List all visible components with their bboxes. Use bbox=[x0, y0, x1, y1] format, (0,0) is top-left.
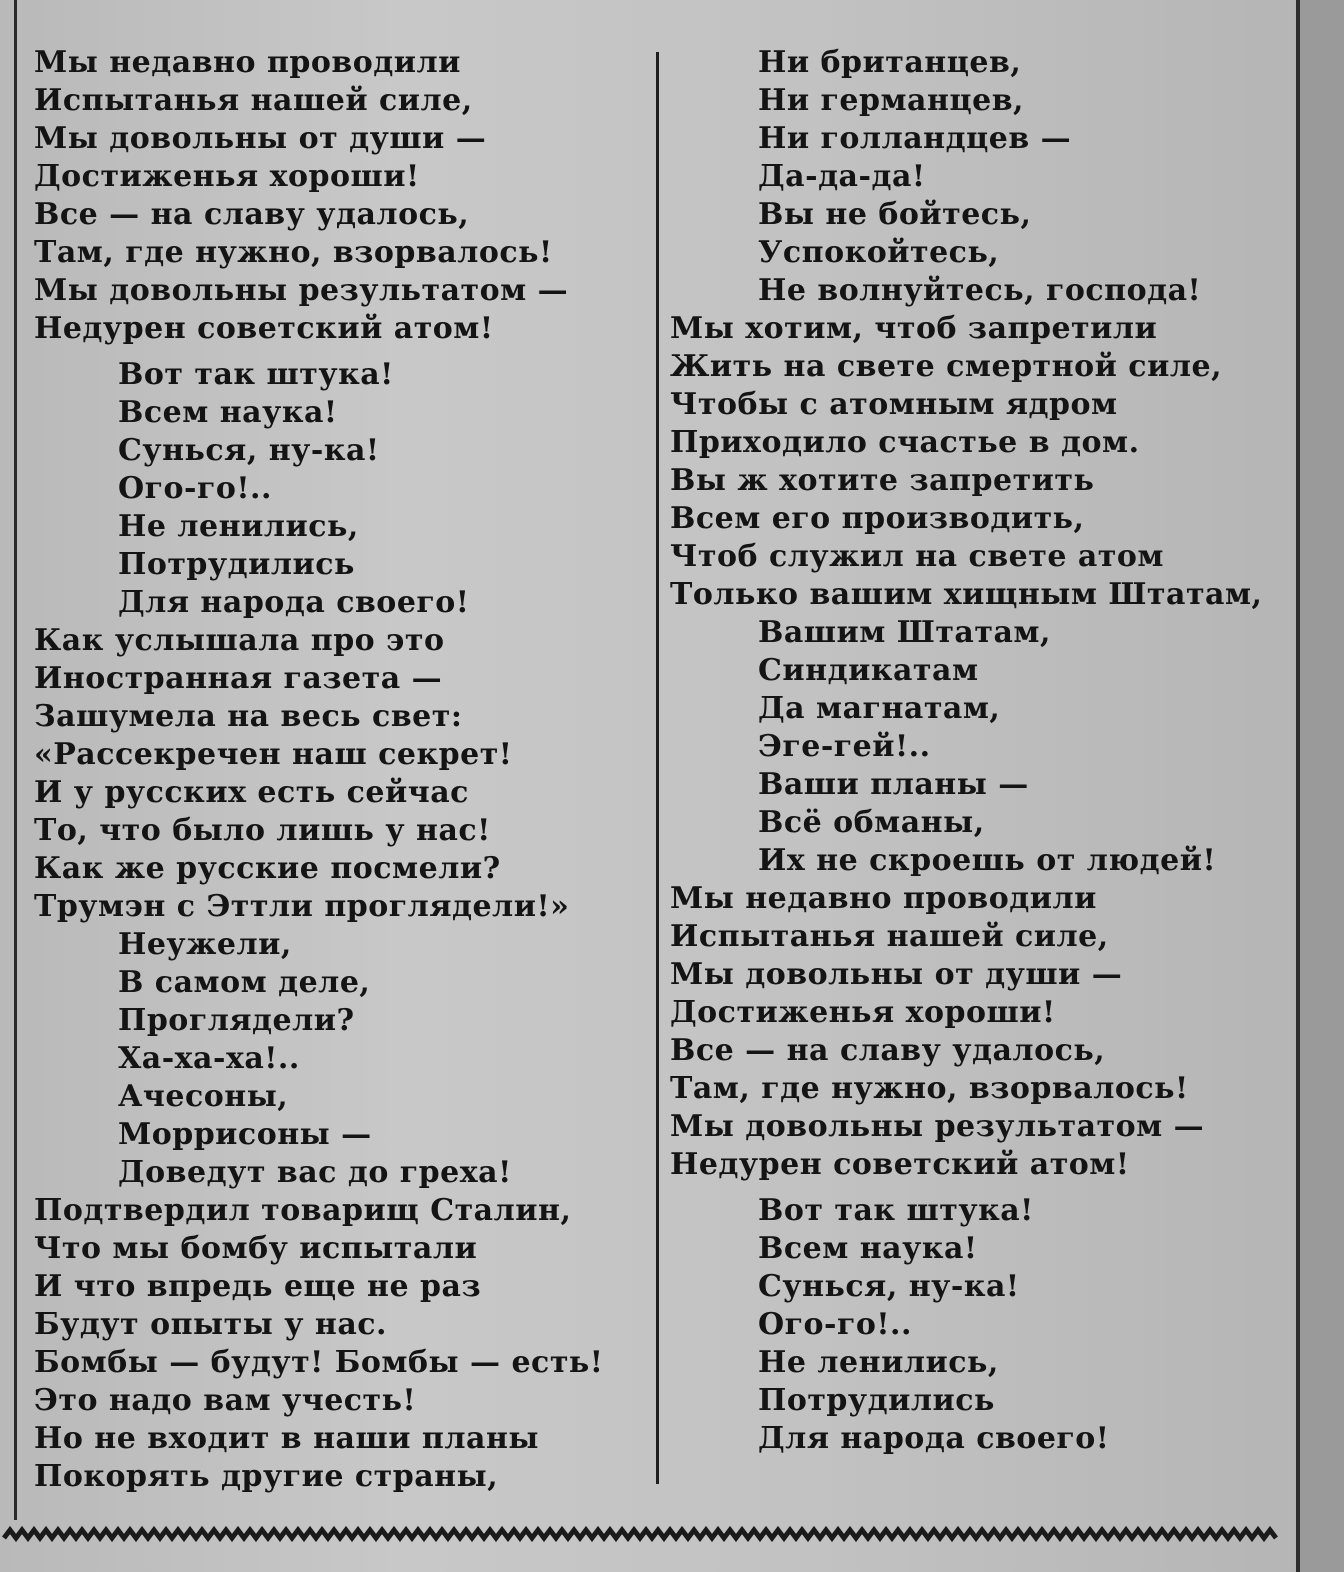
verse-line: Будут опыты у нас. bbox=[34, 1307, 387, 1342]
verse-line: Испытанья нашей силе, bbox=[34, 83, 473, 118]
verse-line: Доведут вас до греха! bbox=[118, 1155, 512, 1190]
verse-line: Все — на славу удалось, bbox=[34, 197, 470, 232]
verse-line: Всем его производить, bbox=[670, 501, 1085, 536]
verse-line: Приходило счастье в дом. bbox=[670, 425, 1140, 460]
verse-line: Иностранная газета — bbox=[34, 661, 443, 696]
stanza bbox=[670, 310, 1290, 614]
verse-line: Зашумела на весь свет: bbox=[34, 699, 463, 734]
verse-line: Их не скроешь от людей! bbox=[758, 843, 1217, 878]
verse-line: Только вашим хищным Штатам, bbox=[670, 577, 1263, 612]
verse-line: Мы хотим, чтоб запретили bbox=[670, 311, 1158, 346]
verse-line: Не ленились, bbox=[758, 1345, 999, 1380]
verse-line: Сунься, ну-ка! bbox=[758, 1269, 1020, 1304]
verse-line: Ого-го!.. bbox=[118, 471, 272, 506]
verse-line: Недурен советский атом! bbox=[670, 1147, 1130, 1182]
verse-line: Как услышала про это bbox=[34, 623, 445, 658]
verse-line: Проглядели? bbox=[118, 1003, 355, 1038]
verse-line: Там, где нужно, взорвалось! bbox=[670, 1071, 1189, 1106]
verse-line: Успокойтесь, bbox=[758, 235, 1000, 270]
verse-line: Но не входит в наши планы bbox=[34, 1421, 540, 1456]
verse-line: В самом деле, bbox=[118, 965, 371, 1000]
stanza bbox=[34, 1192, 644, 1496]
verse-line: Чтоб служил на свете атом bbox=[670, 539, 1164, 574]
verse-line: Мы довольны результатом — bbox=[34, 273, 569, 308]
verse-line: Потрудились bbox=[118, 547, 355, 582]
verse-line: Мы довольны результатом — bbox=[670, 1109, 1205, 1144]
column-divider bbox=[656, 52, 659, 1484]
verse-line: Мы довольны от души — bbox=[34, 121, 487, 156]
refrain bbox=[670, 1192, 1290, 1458]
verse-line: Там, где нужно, взорвалось! bbox=[34, 235, 553, 270]
verse-line: Испытанья нашей силе, bbox=[670, 919, 1109, 954]
verse-line: Ха-ха-ха!.. bbox=[118, 1041, 300, 1076]
poem-right-column bbox=[670, 44, 1290, 1458]
verse-line: Ни британцев, bbox=[758, 45, 1022, 80]
verse-line: Потрудились bbox=[758, 1383, 995, 1418]
verse-line: Эге-гей!.. bbox=[758, 729, 931, 764]
verse-line: Не волнуйтесь, господа! bbox=[758, 273, 1202, 308]
verse-line: Всем наука! bbox=[758, 1231, 978, 1266]
verse-line: Достиженья хороши! bbox=[34, 159, 420, 194]
verse-line: Вы не бойтесь, bbox=[758, 197, 1032, 232]
refrain bbox=[670, 614, 1290, 880]
verse-line: Синдикатам bbox=[758, 653, 979, 688]
verse-line: Все — на славу удалось, bbox=[670, 1033, 1106, 1068]
verse-line: И что впредь еще не раз bbox=[34, 1269, 482, 1304]
verse-line: Вы ж хотите запретить bbox=[670, 463, 1095, 498]
verse-line: Ваши планы — bbox=[758, 767, 1029, 802]
verse-line: Это надо вам учесть! bbox=[34, 1383, 417, 1418]
verse-line: Достиженья хороши! bbox=[670, 995, 1056, 1030]
verse-line: Чтобы с атомным ядром bbox=[670, 387, 1118, 422]
verse-line: Не ленились, bbox=[118, 509, 359, 544]
verse-line: Ни германцев, bbox=[758, 83, 1024, 118]
verse-line: И у русских есть сейчас bbox=[34, 775, 469, 810]
verse-line: Что мы бомбу испытали bbox=[34, 1231, 478, 1266]
wavy-border-rule bbox=[0, 1516, 1296, 1556]
refrain bbox=[670, 44, 1290, 310]
verse-line: Вот так штука! bbox=[758, 1193, 1034, 1228]
verse-line: Трумэн с Эттли проглядели!» bbox=[34, 889, 570, 924]
verse-line: Вашим Штатам, bbox=[758, 615, 1051, 650]
refrain bbox=[34, 926, 644, 1192]
verse-line: Моррисоны — bbox=[118, 1117, 372, 1152]
verse-line: Подтвердил товарищ Сталин, bbox=[34, 1193, 572, 1228]
verse-line: Да-да-да! bbox=[758, 159, 926, 194]
verse-line: Мы недавно проводили bbox=[670, 881, 1097, 916]
verse-line: Неужели, bbox=[118, 927, 292, 962]
verse-line: Мы недавно проводили bbox=[34, 45, 461, 80]
verse-line: Да магнатам, bbox=[758, 691, 1001, 726]
verse-line: Недурен советский атом! bbox=[34, 311, 494, 346]
verse-line: Для народа своего! bbox=[758, 1421, 1110, 1456]
stanza bbox=[670, 880, 1290, 1184]
verse-line: Всё обманы, bbox=[758, 805, 985, 840]
verse-line: Для народа своего! bbox=[118, 585, 470, 620]
refrain bbox=[34, 356, 644, 622]
verse-line: Мы довольны от души — bbox=[670, 957, 1123, 992]
verse-line: Ачесоны, bbox=[118, 1079, 289, 1114]
verse-line: Ого-го!.. bbox=[758, 1307, 912, 1342]
stanza bbox=[34, 622, 644, 926]
verse-line: Покорять другие страны, bbox=[34, 1459, 499, 1494]
right-page-edge bbox=[1296, 0, 1344, 1572]
verse-line: Как же русские посмели? bbox=[34, 851, 501, 886]
verse-line: То, что было лишь у нас! bbox=[34, 813, 491, 848]
verse-line: Всем наука! bbox=[118, 395, 338, 430]
stanza bbox=[34, 44, 644, 348]
verse-line: Сунься, ну-ка! bbox=[118, 433, 380, 468]
verse-line: Ни голландцев — bbox=[758, 121, 1072, 156]
left-border-rule bbox=[14, 0, 17, 1520]
verse-line: «Рассекречен наш секрет! bbox=[34, 737, 513, 772]
verse-line: Жить на свете смертной силе, bbox=[670, 349, 1223, 384]
poem-left-column bbox=[34, 44, 644, 1496]
verse-line: Бомбы — будут! Бомбы — есть! bbox=[34, 1345, 604, 1380]
verse-line: Вот так штука! bbox=[118, 357, 394, 392]
